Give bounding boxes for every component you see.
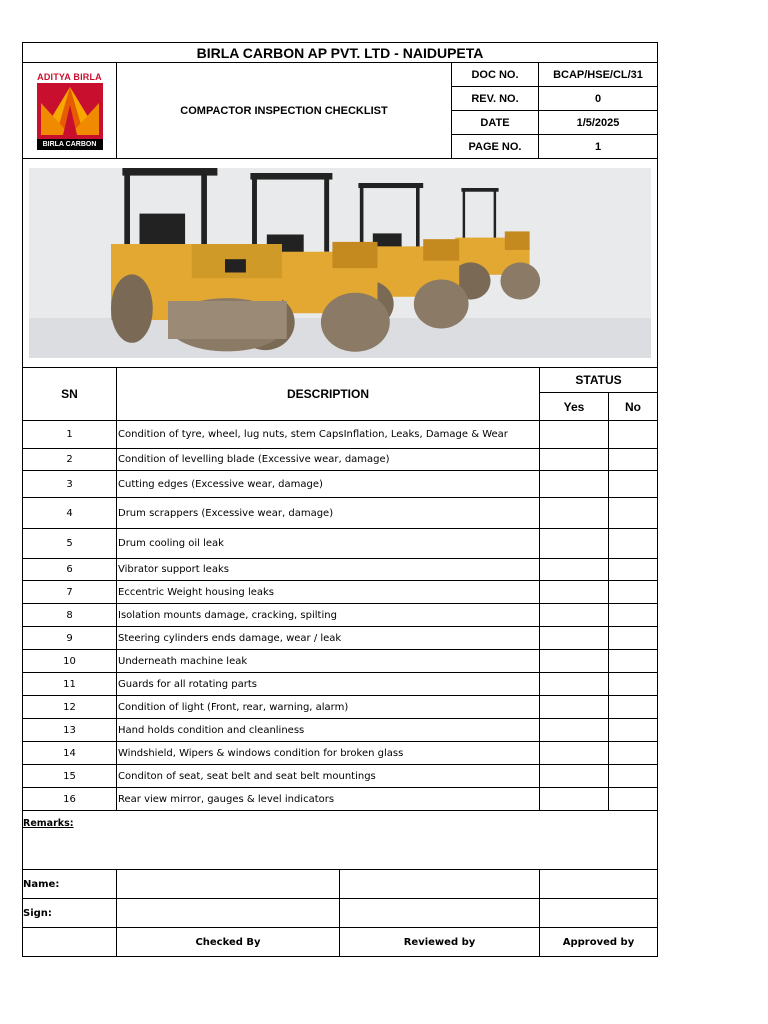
checklist-row bbox=[23, 581, 658, 604]
item-sn: 2 bbox=[23, 449, 117, 471]
status-yes-cell[interactable] bbox=[540, 673, 609, 696]
checklist-row bbox=[23, 765, 658, 788]
status-no-cell[interactable] bbox=[609, 529, 658, 559]
checklist-row bbox=[23, 627, 658, 650]
status-yes-cell[interactable] bbox=[540, 529, 609, 559]
status-no-cell[interactable] bbox=[609, 765, 658, 788]
doc-no-label: DOC NO. bbox=[452, 63, 539, 87]
status-no-cell[interactable] bbox=[609, 421, 658, 449]
status-no-cell[interactable] bbox=[609, 471, 658, 498]
checklist-sheet bbox=[22, 42, 657, 957]
status-yes-cell[interactable] bbox=[540, 559, 609, 581]
approved-by-name-field[interactable] bbox=[540, 870, 658, 899]
item-sn: 16 bbox=[23, 788, 117, 811]
status-no-cell[interactable] bbox=[609, 627, 658, 650]
role-label-empty bbox=[23, 928, 117, 957]
item-sn: 4 bbox=[23, 498, 117, 529]
item-description: Cutting edges (Excessive wear, damage) bbox=[117, 471, 540, 498]
date-label: DATE bbox=[452, 111, 539, 135]
description-header: DESCRIPTION bbox=[117, 368, 540, 421]
logo-top-text: ADITYA BIRLA bbox=[37, 71, 102, 82]
item-description: Conditon of seat, seat belt and seat belt mountings bbox=[117, 765, 540, 788]
reviewed-by-sign-field[interactable] bbox=[340, 899, 540, 928]
rev-no-value: 0 bbox=[539, 87, 658, 111]
item-description: Drum cooling oil leak bbox=[117, 529, 540, 559]
item-sn: 13 bbox=[23, 719, 117, 742]
sn-header: SN bbox=[23, 368, 117, 421]
reviewed-by-label: Reviewed by bbox=[340, 928, 540, 957]
checklist-row bbox=[23, 449, 658, 471]
logo-cell bbox=[23, 63, 117, 159]
item-sn: 11 bbox=[23, 673, 117, 696]
yes-header: Yes bbox=[540, 393, 609, 421]
item-description: Windshield, Wipers & windows condition for broken glass bbox=[117, 742, 540, 765]
header-table bbox=[22, 42, 658, 368]
checklist-row bbox=[23, 421, 658, 449]
status-no-cell[interactable] bbox=[609, 581, 658, 604]
item-description: Isolation mounts damage, cracking, spilting bbox=[117, 604, 540, 627]
sun-logo-icon bbox=[37, 83, 103, 139]
status-yes-cell[interactable] bbox=[540, 604, 609, 627]
item-description: Drum scrappers (Excessive wear, damage) bbox=[117, 498, 540, 529]
status-yes-cell[interactable] bbox=[540, 581, 609, 604]
status-no-cell[interactable] bbox=[609, 788, 658, 811]
item-sn: 6 bbox=[23, 559, 117, 581]
checklist-row bbox=[23, 650, 658, 673]
status-no-cell[interactable] bbox=[609, 742, 658, 765]
remarks-box[interactable] bbox=[23, 811, 658, 870]
status-no-cell[interactable] bbox=[609, 604, 658, 627]
item-sn: 15 bbox=[23, 765, 117, 788]
item-sn: 8 bbox=[23, 604, 117, 627]
status-yes-cell[interactable] bbox=[540, 696, 609, 719]
checked-by-name-field[interactable] bbox=[117, 870, 340, 899]
checklist-row bbox=[23, 788, 658, 811]
status-yes-cell[interactable] bbox=[540, 449, 609, 471]
item-sn: 14 bbox=[23, 742, 117, 765]
item-description: Underneath machine leak bbox=[117, 650, 540, 673]
status-yes-cell[interactable] bbox=[540, 421, 609, 449]
company-title: BIRLA CARBON AP PVT. LTD - NAIDUPETA bbox=[23, 43, 658, 63]
name-label: Name: bbox=[23, 870, 117, 899]
reviewed-by-name-field[interactable] bbox=[340, 870, 540, 899]
no-header: No bbox=[609, 393, 658, 421]
page-no-label: PAGE NO. bbox=[452, 135, 539, 159]
status-yes-cell[interactable] bbox=[540, 788, 609, 811]
item-description: Hand holds condition and cleanliness bbox=[117, 719, 540, 742]
checklist-row bbox=[23, 742, 658, 765]
status-no-cell[interactable] bbox=[609, 696, 658, 719]
item-sn: 10 bbox=[23, 650, 117, 673]
date-value: 1/5/2025 bbox=[539, 111, 658, 135]
item-sn: 3 bbox=[23, 471, 117, 498]
document-title: COMPACTOR INSPECTION CHECKLIST bbox=[117, 63, 452, 159]
status-yes-cell[interactable] bbox=[540, 719, 609, 742]
item-description: Condition of levelling blade (Excessive wear, damage) bbox=[117, 449, 540, 471]
item-description: Condition of light (Front, rear, warning, alarm) bbox=[117, 696, 540, 719]
status-yes-cell[interactable] bbox=[540, 498, 609, 529]
aditya-birla-logo bbox=[37, 71, 103, 151]
status-no-cell[interactable] bbox=[609, 719, 658, 742]
checked-by-label: Checked By bbox=[117, 928, 340, 957]
status-yes-cell[interactable] bbox=[540, 650, 609, 673]
sign-label: Sign: bbox=[23, 899, 117, 928]
checklist-row bbox=[23, 696, 658, 719]
item-description: Eccentric Weight housing leaks bbox=[117, 581, 540, 604]
status-yes-cell[interactable] bbox=[540, 765, 609, 788]
item-description: Rear view mirror, gauges & level indicators bbox=[117, 788, 540, 811]
doc-no-value: BCAP/HSE/CL/31 bbox=[539, 63, 658, 87]
status-yes-cell[interactable] bbox=[540, 627, 609, 650]
status-no-cell[interactable] bbox=[609, 559, 658, 581]
item-sn: 1 bbox=[23, 421, 117, 449]
checklist-row bbox=[23, 604, 658, 627]
status-no-cell[interactable] bbox=[609, 498, 658, 529]
item-sn: 5 bbox=[23, 529, 117, 559]
item-sn: 7 bbox=[23, 581, 117, 604]
logo-bottom-text: BIRLA CARBON bbox=[37, 139, 103, 150]
item-description: Condition of tyre, wheel, lug nuts, stem CapsInflation, Leaks, Damage & Wear bbox=[117, 421, 540, 449]
compactor-rollers-image bbox=[29, 168, 651, 358]
status-no-cell[interactable] bbox=[609, 449, 658, 471]
checklist-row bbox=[23, 471, 658, 498]
status-no-cell[interactable] bbox=[609, 650, 658, 673]
checked-by-sign-field[interactable] bbox=[117, 899, 340, 928]
photo-cell bbox=[23, 159, 658, 368]
checklist-items bbox=[23, 421, 658, 811]
rev-no-label: REV. NO. bbox=[452, 87, 539, 111]
checklist-row bbox=[23, 529, 658, 559]
checklist-table bbox=[22, 367, 658, 870]
status-no-cell[interactable] bbox=[609, 673, 658, 696]
page-no-value: 1 bbox=[539, 135, 658, 159]
checklist-row bbox=[23, 498, 658, 529]
checklist-row bbox=[23, 673, 658, 696]
item-description: Steering cylinders ends damage, wear / leak bbox=[117, 627, 540, 650]
checklist-row bbox=[23, 559, 658, 581]
item-description: Vibrator support leaks bbox=[117, 559, 540, 581]
item-sn: 9 bbox=[23, 627, 117, 650]
status-yes-cell[interactable] bbox=[540, 471, 609, 498]
item-sn: 12 bbox=[23, 696, 117, 719]
status-header: STATUS bbox=[540, 368, 658, 393]
status-yes-cell[interactable] bbox=[540, 742, 609, 765]
approved-by-sign-field[interactable] bbox=[540, 899, 658, 928]
approved-by-label: Approved by bbox=[540, 928, 658, 957]
signoff-table bbox=[22, 869, 658, 957]
checklist-row bbox=[23, 719, 658, 742]
remarks-label: Remarks: bbox=[23, 818, 74, 829]
item-description: Guards for all rotating parts bbox=[117, 673, 540, 696]
